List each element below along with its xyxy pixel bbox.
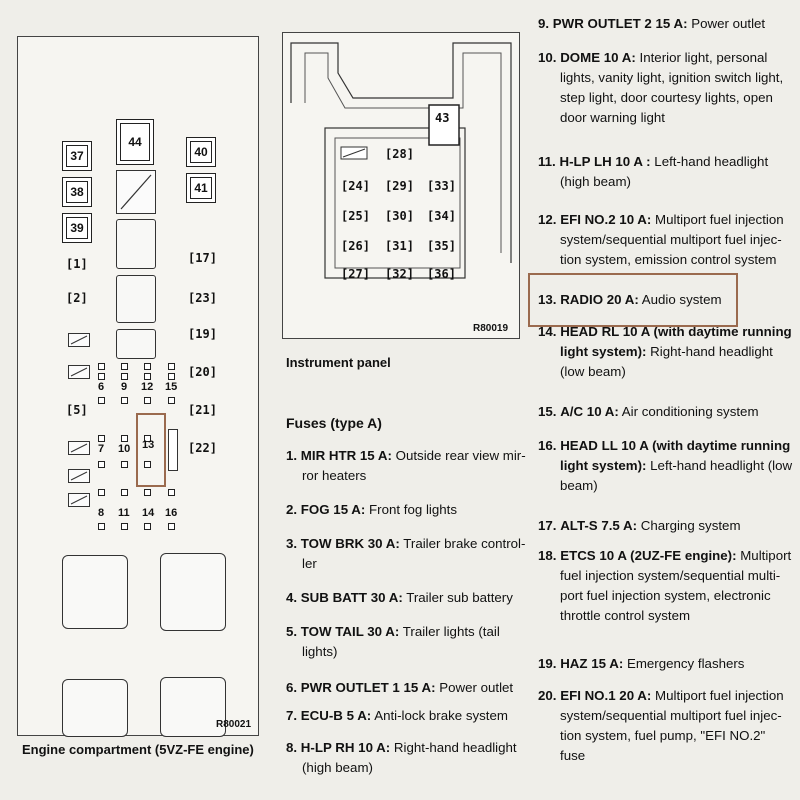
fuse-38: 38	[62, 177, 92, 207]
fuse-bay	[62, 679, 128, 737]
fuse-item-1: 1. MIR HTR 15 A: Outside rear view mir- ror heaters	[286, 448, 526, 483]
fuse-item-15: 15. A/C 10 A: Air conditioning system	[538, 404, 759, 419]
engine-compartment-diagram	[17, 36, 259, 736]
fuse-22: [22]	[188, 441, 217, 455]
fuse-bay	[160, 553, 226, 631]
fuse-40: 40	[186, 137, 216, 167]
fuse-35: [35]	[427, 239, 456, 253]
fuse-41: 41	[186, 173, 216, 203]
fuse-item-10: 10. DOME 10 A: Interior light, personal lights, vanity light, ignition switch light, step light, door courtesy lights, open door warning light	[538, 50, 784, 125]
fuse-29: [29]	[385, 179, 414, 193]
fuses-heading: Fuses (type A)	[286, 415, 382, 431]
fuse-item-20: 20. EFI NO.1 20 A: Multiport fuel injection system/sequential multiport fuel injec- tion system, fuel pump, "EFI NO.2" fuse	[538, 688, 784, 763]
fuse-slot	[68, 493, 90, 507]
fuse-item-11: 11. H-LP LH 10 A : Left-hand headlight (high beam)	[538, 154, 769, 189]
fuse-item-5: 5. TOW TAIL 30 A: Trailer lights (tail lights)	[286, 624, 500, 659]
fuse-17: [17]	[188, 251, 217, 265]
fuse-32: [32]	[385, 267, 414, 281]
fuse-21: [21]	[188, 403, 217, 417]
fuse-19: [19]	[188, 327, 217, 341]
diagram-code: R80021	[216, 719, 252, 730]
fuse-item-3: 3. TOW BRK 30 A: Trailer brake control- ler	[286, 536, 526, 571]
fuse-13: 13	[142, 439, 155, 451]
fuse-14: 14	[142, 507, 155, 519]
fuse-5: [5]	[66, 403, 88, 417]
fuse-slot	[68, 469, 90, 483]
engine-diagram-caption: Engine compartment (5VZ-FE engine)	[22, 742, 254, 757]
fuse-12: 12	[141, 381, 154, 393]
relay-box	[116, 219, 156, 269]
fuse-31: [31]	[385, 239, 414, 253]
fuse-30: [30]	[385, 209, 414, 223]
fuse-23: [23]	[188, 291, 217, 305]
fuse-item-9: 9. PWR OUTLET 2 15 A: Power outlet	[538, 16, 766, 31]
fuse-28: [28]	[385, 147, 414, 161]
fuse-slot	[68, 333, 90, 347]
relay-box	[116, 170, 156, 214]
fuse-10: 10	[118, 443, 131, 455]
fuse-item-4: 4. SUB BATT 30 A: Trailer sub battery	[286, 590, 513, 605]
fuse-item-14: 14. HEAD RL 10 A (with daytime running light system): Right-hand headlight (low beam)	[538, 324, 792, 379]
fuse-2: [2]	[66, 291, 88, 305]
fuse-37: 37	[62, 141, 92, 171]
fuse-item-6: 6. PWR OUTLET 1 15 A: Power outlet	[286, 680, 514, 695]
fuse-bay	[62, 555, 128, 629]
fuse-25: [25]	[341, 209, 370, 223]
diagram-code: R80019	[473, 323, 509, 334]
fuse-33: [33]	[427, 179, 456, 193]
instrument-panel-diagram	[282, 32, 520, 339]
fuse-7: 7	[98, 443, 105, 455]
fuse-27: [27]	[341, 267, 370, 281]
fuse-36: [36]	[427, 267, 456, 281]
fuse-item-12: 12. EFI NO.2 10 A: Multiport fuel injection system/sequential multiport fuel injec- tion system, emission control system	[538, 212, 784, 267]
fuse-39: 39	[62, 213, 92, 243]
fuse-6: 6	[98, 381, 105, 393]
fuse-20: [20]	[188, 365, 217, 379]
fuse-item-13: 13. RADIO 20 A: Audio system	[538, 292, 722, 307]
fuse-15: 15	[165, 381, 178, 393]
highlight-radio-fuse	[528, 273, 738, 327]
fuse-item-7: 7. ECU-B 5 A: Anti-lock brake system	[286, 708, 508, 723]
fuse-item-17: 17. ALT-S 7.5 A: Charging system	[538, 518, 741, 533]
fuse-item-16: 16. HEAD LL 10 A (with daytime running light system): Left-hand headlight (low beam)	[538, 438, 793, 493]
fuse-24: [24]	[341, 179, 370, 193]
instrument-panel-caption: Instrument panel	[286, 355, 391, 370]
fuse-11: 11	[118, 507, 130, 519]
fuse-slot	[68, 441, 90, 455]
fuse-26: [26]	[341, 239, 370, 253]
fuse-list-col2	[538, 0, 800, 800]
relay-box	[116, 329, 156, 359]
fuse-1: [1]	[66, 257, 88, 271]
fuse-slot	[68, 365, 90, 379]
relay-box	[116, 275, 156, 323]
fuse-16: 16	[165, 507, 178, 519]
fuse-34: [34]	[427, 209, 456, 223]
fuse-43: 43	[435, 111, 450, 125]
fuse-8: 8	[98, 507, 105, 519]
fuse-item-2: 2. FOG 15 A: Front fog lights	[286, 502, 457, 517]
highlight-fuse-13	[136, 413, 166, 487]
fuse-item-8: 8. H-LP RH 10 A: Right-hand headlight (high beam)	[286, 740, 517, 775]
fuse-item-19: 19. HAZ 15 A: Emergency flashers	[538, 656, 745, 671]
fuse-44: 44	[116, 119, 154, 165]
fuse-9: 9	[121, 381, 128, 393]
fuse-item-18: 18. ETCS 10 A (2UZ-FE engine): Multiport fuel injection system/sequential multi- port fuel injection system, electronic throttle control system	[538, 548, 792, 623]
